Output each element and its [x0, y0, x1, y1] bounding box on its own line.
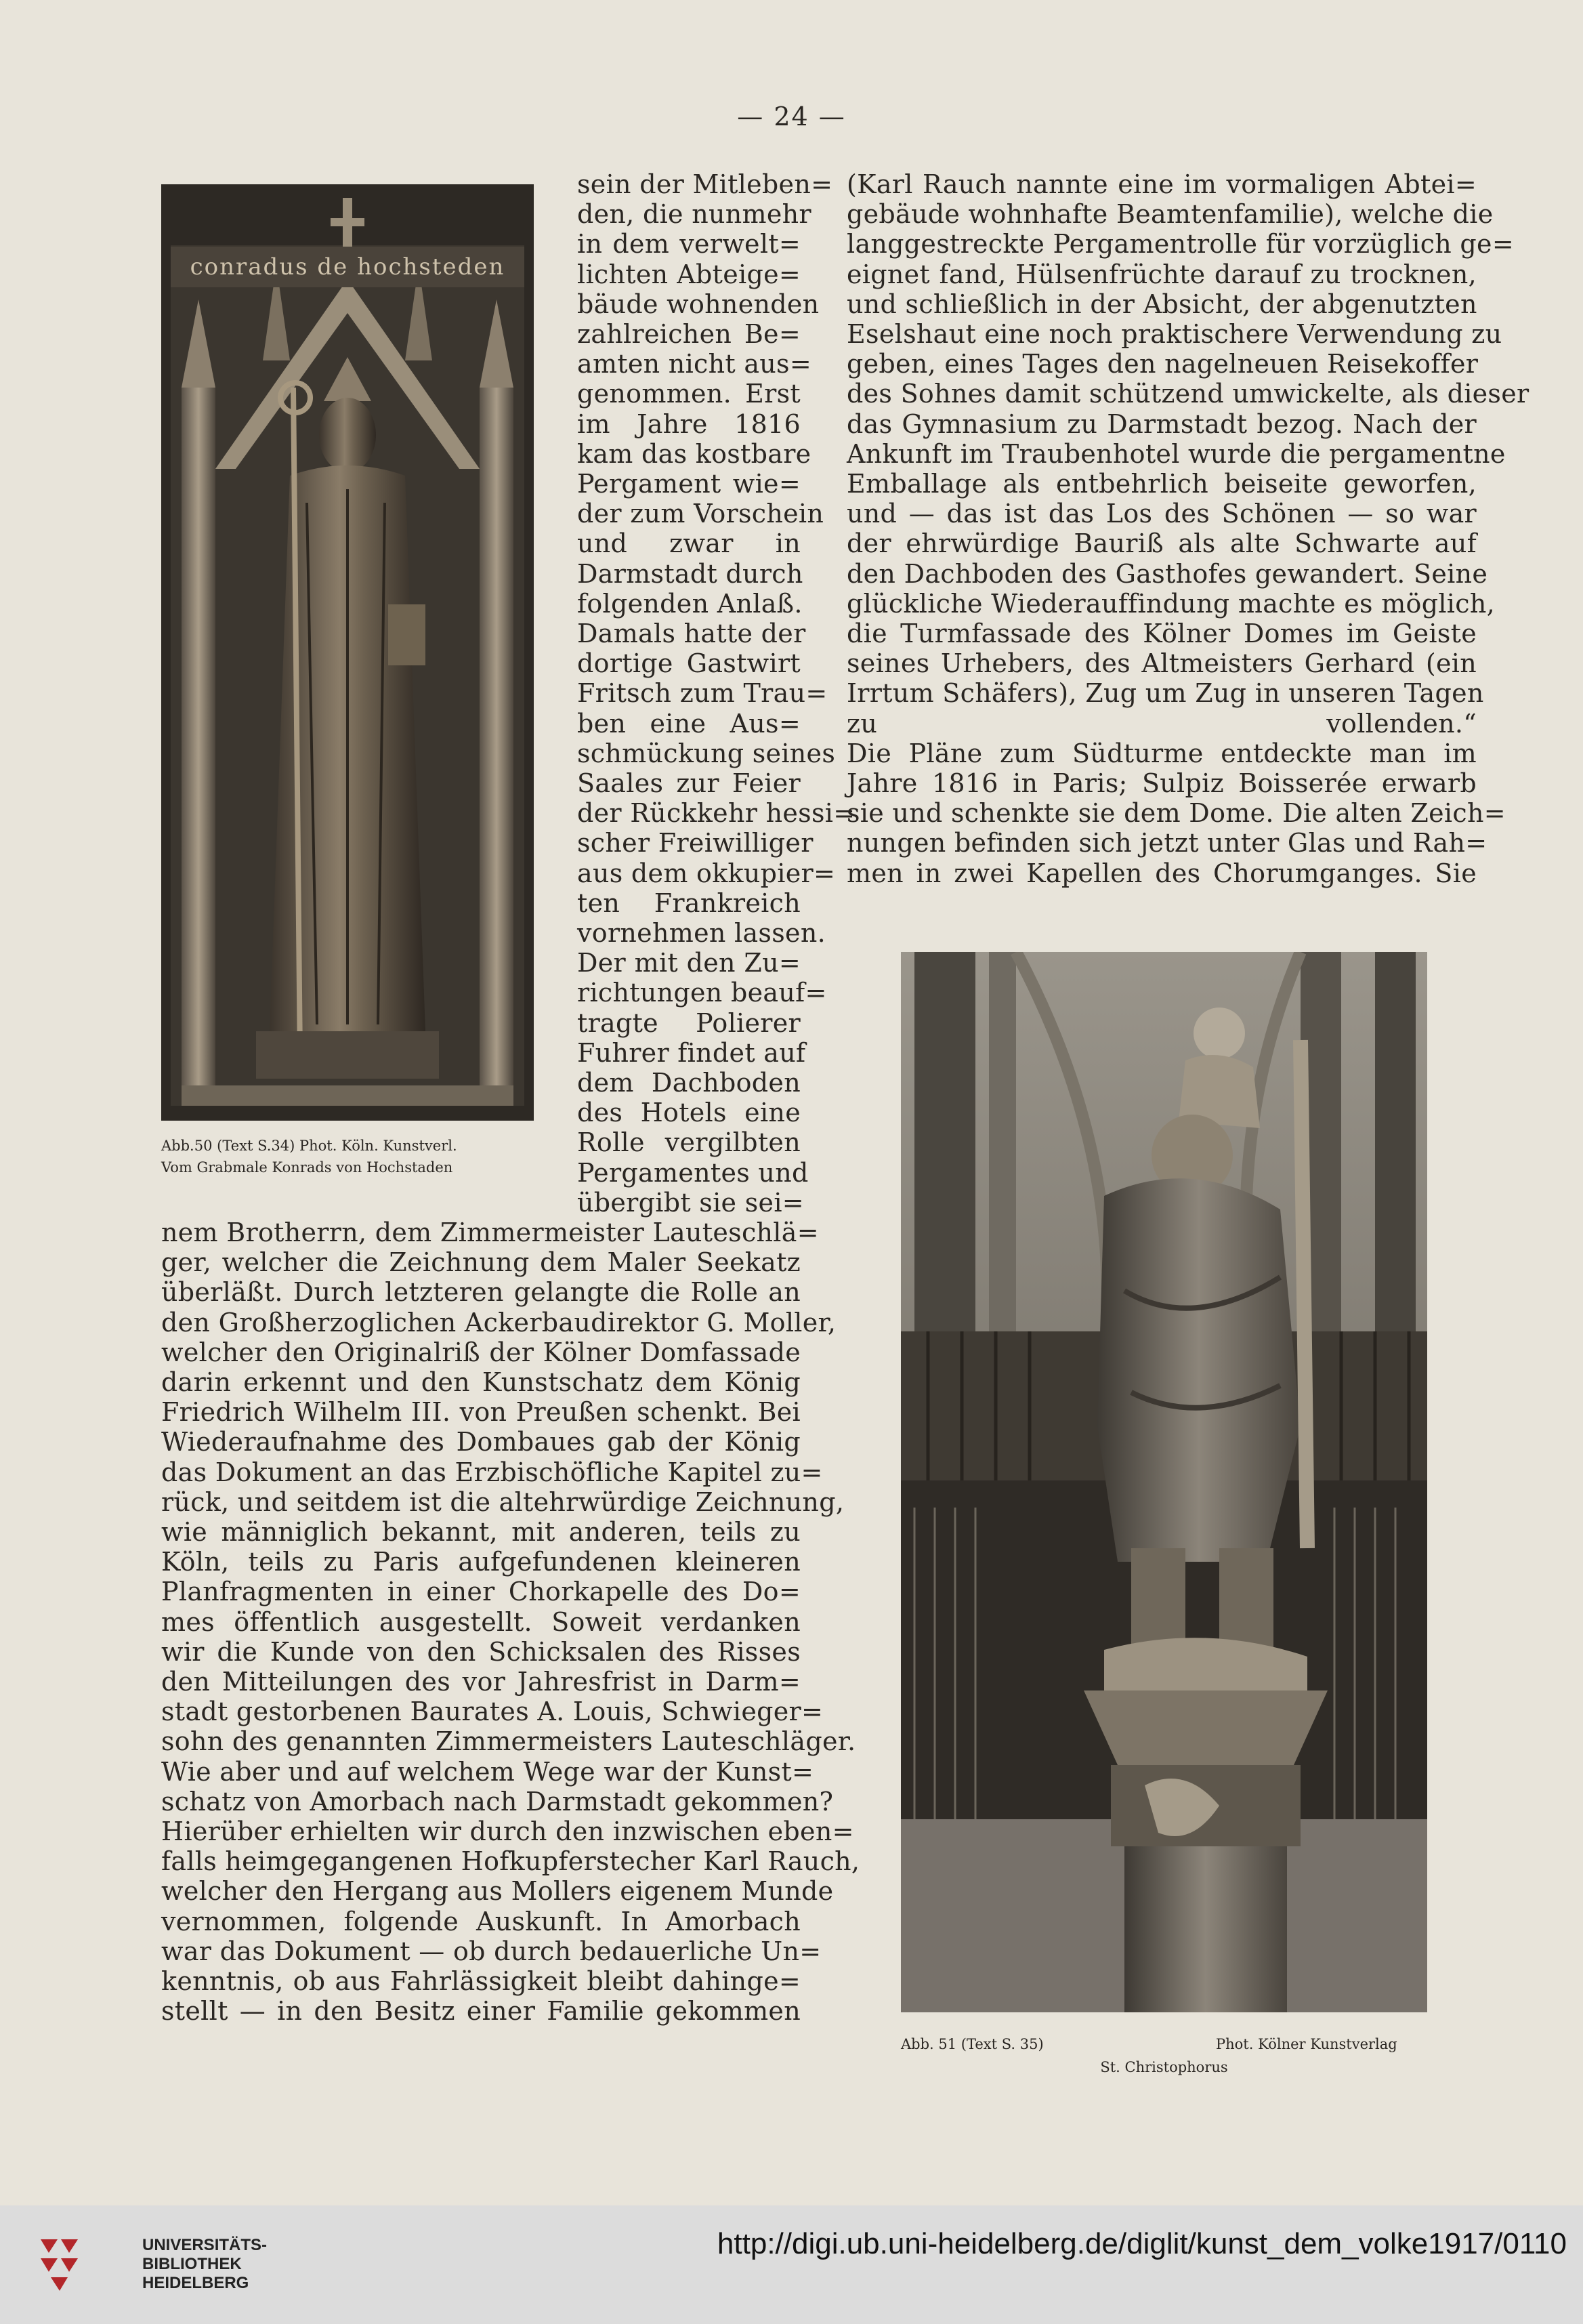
text-line: des Hotels eine: [577, 1098, 801, 1128]
library-name: [142, 2236, 267, 2293]
text-line: welcher den Hergang aus Mollers eigenem Munde: [161, 1876, 834, 1907]
text-line: den Großherzoglichen Ackerbaudirektor G. Moller,: [161, 1307, 837, 1337]
text-line: Darmstadt durch: [577, 558, 803, 589]
text-line: der zum Vorschein: [577, 499, 824, 529]
text-line: in dem verwelt=: [577, 229, 801, 260]
text-line: zahlreichen Be=: [577, 319, 801, 349]
text-line: sein der Mitleben=: [577, 169, 833, 199]
text-line: und schließlich in der Absicht, der abgenutzten: [847, 289, 1477, 319]
text-line: Irrtum Schäfers), Zug um Zug in unseren Tagen: [847, 678, 1484, 709]
text-line: welcher den Originalriß der Kölner Domfassade: [161, 1337, 801, 1367]
text-line: den, die nunmehr: [577, 199, 811, 230]
text-line: war das Dokument — ob durch bedauerliche Un=: [161, 1936, 822, 1966]
text-line: dortige Gastwirt: [577, 648, 801, 679]
text-line: schmückung seines: [577, 738, 836, 768]
text-line: im Jahre 1816: [577, 409, 801, 439]
text-line: Hierüber erhielten wir durch den inzwischen eben=: [161, 1817, 854, 1846]
text-line: das Gymnasium zu Darmstadt bezog. Nach der: [847, 409, 1477, 439]
text-line: Der mit den Zu=: [577, 948, 801, 978]
text-line: des Sohnes damit schützend umwickelte, als dieser: [847, 379, 1529, 409]
text-line: der ehrwürdige Bauriß als alte Schwarte auf: [847, 528, 1477, 559]
text-line: gebäude wohnhafte Beamtenfamilie), welche die: [847, 199, 1494, 230]
text-line: Ankunft im Traubenhotel wurde die pergamentne: [847, 438, 1506, 469]
text-line: übergibt sie sei=: [577, 1187, 804, 1218]
text-line: kenntnis, ob aus Fahrlässigkeit bleibt dahinge=: [161, 1966, 801, 1996]
text-line: stadt gestorbenen Baurates A. Louis, Schwieger=: [161, 1697, 824, 1727]
text-line: nem Brotherrn, dem Zimmermeister Lauteschlä=: [161, 1218, 819, 1247]
text-line: wir die Kunde von den Schicksalen des Risses: [161, 1636, 801, 1667]
text-line: Pergamentes und: [577, 1157, 809, 1188]
text-line: sohn des genannten Zimmermeisters Lauteschläger.: [161, 1726, 856, 1757]
text-line: genommen. Erst: [577, 379, 801, 409]
text-line: glückliche Wiederauffindung machte es möglich,: [847, 588, 1495, 619]
text-line: sie und schenkte sie dem Dome. Die alten Zeich=: [847, 798, 1506, 829]
text-line: darin erkennt und den Kunstschatz dem König: [161, 1367, 801, 1397]
figure51-caption-right: Phot. Kölner Kunstverlag: [1216, 2036, 1397, 2052]
text-line: rück, und seitdem ist die altehrwürdige Zeichnung,: [161, 1487, 845, 1517]
source-url-link[interactable]: http://digi.ub.uni-heidelberg.de/diglit/kunst_dem_volke1917/0110: [717, 2227, 1567, 2260]
figure51-caption-title: St. Christophorus: [1100, 2059, 1228, 2075]
christophorus-illustration: [901, 952, 1427, 2012]
text-line: Wiederaufnahme des Dombaues gab der König: [161, 1427, 801, 1457]
text-line: Eselshaut eine noch praktischere Verwendung zu: [847, 319, 1502, 349]
text-line: Planfragmenten in einer Chorkapelle des Do=: [161, 1577, 801, 1607]
library-name-line3: HEIDELBERG: [142, 2274, 249, 2292]
text-line: der Rückkehr hessi=: [577, 798, 856, 829]
text-line: aus dem okkupier=: [577, 858, 836, 888]
text-line: stellt — in den Besitz einer Familie gekommen: [161, 1996, 801, 2027]
library-name-line2: BIBLIOTHEK: [142, 2255, 242, 2273]
text-line: amten nicht aus=: [577, 349, 812, 379]
text-line: ger, welcher die Zeichnung dem Maler Seekatz: [161, 1247, 801, 1278]
text-line: Damals hatte der: [577, 619, 806, 648]
figure-st-christophorus-photo: [901, 952, 1427, 2012]
library-name-line1: UNIVERSITÄTS-: [142, 2236, 268, 2254]
text-line: die Turmfassade des Kölner Domes im Geiste: [847, 619, 1477, 648]
figure50-caption-line1: Abb.50 (Text S.34) Phot. Köln. Kunstverl.: [161, 1138, 457, 1154]
text-line: Saales zur Feier: [577, 768, 801, 798]
text-line: langgestreckte Pergamentrolle für vorzüglich ge=: [847, 229, 1514, 260]
text-line: und — das ist das Los des Schönen — so war: [847, 499, 1477, 529]
text-line: Köln, teils zu Paris aufgefundenen kleineren: [161, 1547, 801, 1577]
text-line: Jahre 1816 in Paris; Sulpiz Boisserée erwarb: [847, 768, 1477, 798]
text-line: zu vollenden.“: [847, 708, 1477, 739]
text-line: bäude wohnenden: [577, 289, 820, 319]
text-line: Pergament wie=: [577, 469, 801, 499]
page-number: — 24 —: [737, 102, 846, 131]
text-line: (Karl Rauch nannte eine im vormaligen Abtei=: [847, 169, 1477, 199]
text-line: Friedrich Wilhelm III. von Preußen schenkt. Bei: [161, 1397, 801, 1428]
tomb-inscription: conradus de hochsteden: [190, 253, 505, 281]
text-line: Emballage als entbehrlich beiseite geworfen,: [847, 469, 1477, 499]
text-line: mes öffentlich ausgestellt. Soweit verdanken: [161, 1606, 801, 1637]
text-line: falls heimgegangenen Hofkupferstecher Karl Rauch,: [161, 1846, 860, 1877]
text-line: den Dachboden des Gasthofes gewandert. Seine: [847, 558, 1488, 589]
text-line: eignet fand, Hülsenfrüchte darauf zu trocknen,: [847, 259, 1477, 289]
text-line: ten Frankreich: [577, 888, 801, 918]
figure50-caption-line2: Vom Grabmale Konrads von Hochstaden: [161, 1159, 453, 1176]
text-line: dem Dachboden: [577, 1068, 801, 1098]
text-line: wie männiglich bekannt, mit anderen, teils zu: [161, 1517, 801, 1547]
figure51-caption-left: Abb. 51 (Text S. 35): [901, 2036, 1044, 2052]
text-line: das Dokument an das Erzbischöfliche Kapitel zu=: [161, 1457, 823, 1487]
text-line: nungen befinden sich jetzt unter Glas und Rah=: [847, 828, 1487, 858]
text-line: Fuhrer findet auf: [577, 1037, 806, 1068]
text-line: Fritsch zum Trau=: [577, 678, 828, 709]
text-line: tragte Polierer: [577, 1008, 801, 1038]
text-line: vornehmen lassen.: [577, 918, 826, 948]
text-line: richtungen beauf=: [577, 978, 827, 1008]
text-line: men in zwei Kapellen des Chorumganges. Sie: [847, 858, 1477, 888]
text-line: Rolle vergilbten: [577, 1127, 801, 1158]
text-line: scher Freiwilliger: [577, 828, 814, 858]
text-line: lichten Abteige=: [577, 259, 801, 289]
text-line: vernommen, folgende Auskunft. In Amorbach: [161, 1906, 801, 1936]
text-line: seines Urhebers, des Altmeisters Gerhard (ein: [847, 648, 1477, 679]
university-logo-icon: [27, 2226, 135, 2307]
text-line: kam das kostbare: [577, 438, 811, 469]
text-line: ben eine Aus=: [577, 708, 801, 739]
text-line: und zwar in: [577, 528, 801, 559]
figure-tomb-konrad-photo: [161, 184, 534, 1121]
text-line: schatz von Amorbach nach Darmstadt gekommen?: [161, 1786, 834, 1817]
text-line: den Mitteilungen des vor Jahresfrist in Darm=: [161, 1667, 801, 1697]
text-line: folgenden Anlaß.: [577, 588, 803, 619]
tomb-illustration: [161, 184, 534, 1121]
text-line: Die Pläne zum Südturme entdeckte man im: [847, 738, 1477, 768]
text-line: überläßt. Durch letzteren gelangte die Rolle an: [161, 1277, 801, 1308]
text-line: Wie aber und auf welchem Wege war der Kunst=: [161, 1756, 814, 1787]
text-line: geben, eines Tages den nagelneuen Reisekoffer: [847, 349, 1479, 379]
